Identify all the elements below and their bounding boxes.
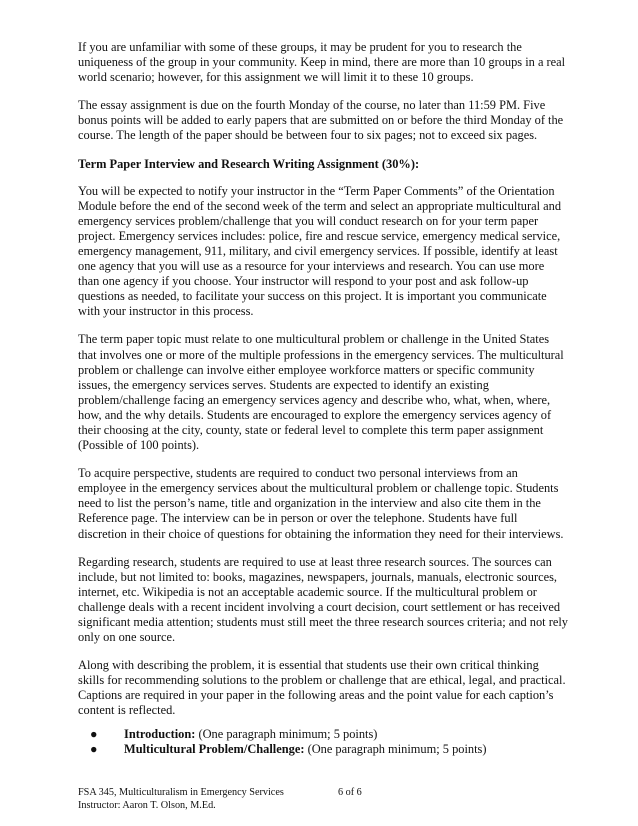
paragraph-solutions: Along with describing the problem, it is essential that students use their own critical thinking skills for recommending solutions to the problem or challenge that are ethical, legal, and practical. Captions are required in your paper in the following areas and the point value for each caption’s content is reflected. bbox=[78, 658, 566, 718]
section-heading: Term Paper Interview and Research Writing Assignment (30%): bbox=[78, 156, 420, 171]
footer-course: FSA 345, Multiculturalism in Emergency Services bbox=[78, 787, 284, 798]
paragraph-due-date: The essay assignment is due on the fourth Monday of the course, no later than 11:59 PM. Five bonus points will be added to early papers that are submitted on or before the third Monday of the course. The length of the paper should be between four to six pages; not to exceed six pages. bbox=[78, 98, 564, 143]
list-item bbox=[90, 727, 568, 743]
paragraph-topic: The term paper topic must relate to one multicultural problem or challenge in the United States that involves one or more of the multiple professions in the emergency services. The multicultural problem or challenge can involve either employee workforce matters or specific community issues, the emergency services serves. Students are expected to identify an existing problem/challenge facing an emergency services agency and describe who, what, when, where, how, and the why details. Students are encouraged to explore the emergency services agency of their choosing at the city, county, state or federal level to complete this term paper assignment (Possible of 100 points). bbox=[78, 332, 564, 453]
paragraph-groups-note: If you are unfamiliar with some of these groups, it may be prudent for you to research the uniqueness of the group in your community. Keep in mind, there are more than 10 groups in a real world scenario; however, for this assignment we will limit it to these 10 groups. bbox=[78, 40, 566, 85]
list-item-label: Multicultural Problem/Challenge: bbox=[124, 742, 305, 757]
bullet-icon: ● bbox=[90, 726, 98, 741]
paragraph-interviews: To acquire perspective, students are required to conduct two personal interviews from an employee in the emergency services about the multicultural problem or challenge topic. Students need to list the person’s name, title and organization in the interview and also cite them in the Reference page. The interview can be in person or over the telephone. Students have full discretion in their choice of questions for obtaining the information they need for their interviews. bbox=[78, 466, 564, 541]
list-item-detail: (One paragraph minimum; 5 points) bbox=[307, 742, 487, 757]
list-item bbox=[90, 742, 568, 758]
page-footer bbox=[78, 786, 548, 812]
page-body bbox=[78, 40, 568, 758]
bullet-icon: ● bbox=[90, 742, 98, 757]
list-item-detail: (One paragraph minimum; 5 points) bbox=[198, 726, 378, 741]
footer-page-number: 6 of 6 bbox=[338, 787, 362, 798]
list-item-label: Introduction: bbox=[124, 726, 196, 741]
caption-list bbox=[78, 727, 568, 758]
paragraph-research: Regarding research, students are required to use at least three research sources. The sources can include, but not limited to: books, magazines, newspapers, journals, manuals, electronic sources, internet, etc. Wikipedia is not an acceptable academic source. If the multicultural problem or challenge deals with a recent incident involving a court decision, court settlement or has received significant media attention; students must still meet the three research sources criteria; and not rely only on one source. bbox=[78, 554, 568, 645]
footer-instructor: Instructor: Aaron T. Olson, M.Ed. bbox=[78, 800, 216, 811]
paragraph-notify-instructor: You will be expected to notify your instructor in the “Term Paper Comments” of the Orientation Module before the end of the second week of the term and select an appropriate multicultural and emergency services problem/challenge that you will conduct research on for your term paper project. Emergency services includes: police, fire and rescue service, emergency medical service, emergency management, 911, military, and civil emergency services. If possible, identify at least one agency that you will use as a resource for your interviews and research. You can use more than one agency if you choose. Your instructor will respond to your post and ask follow-up questions as needed, to facilitate your success on this project. It is important you communicate with your instructor in this process. bbox=[78, 183, 562, 319]
